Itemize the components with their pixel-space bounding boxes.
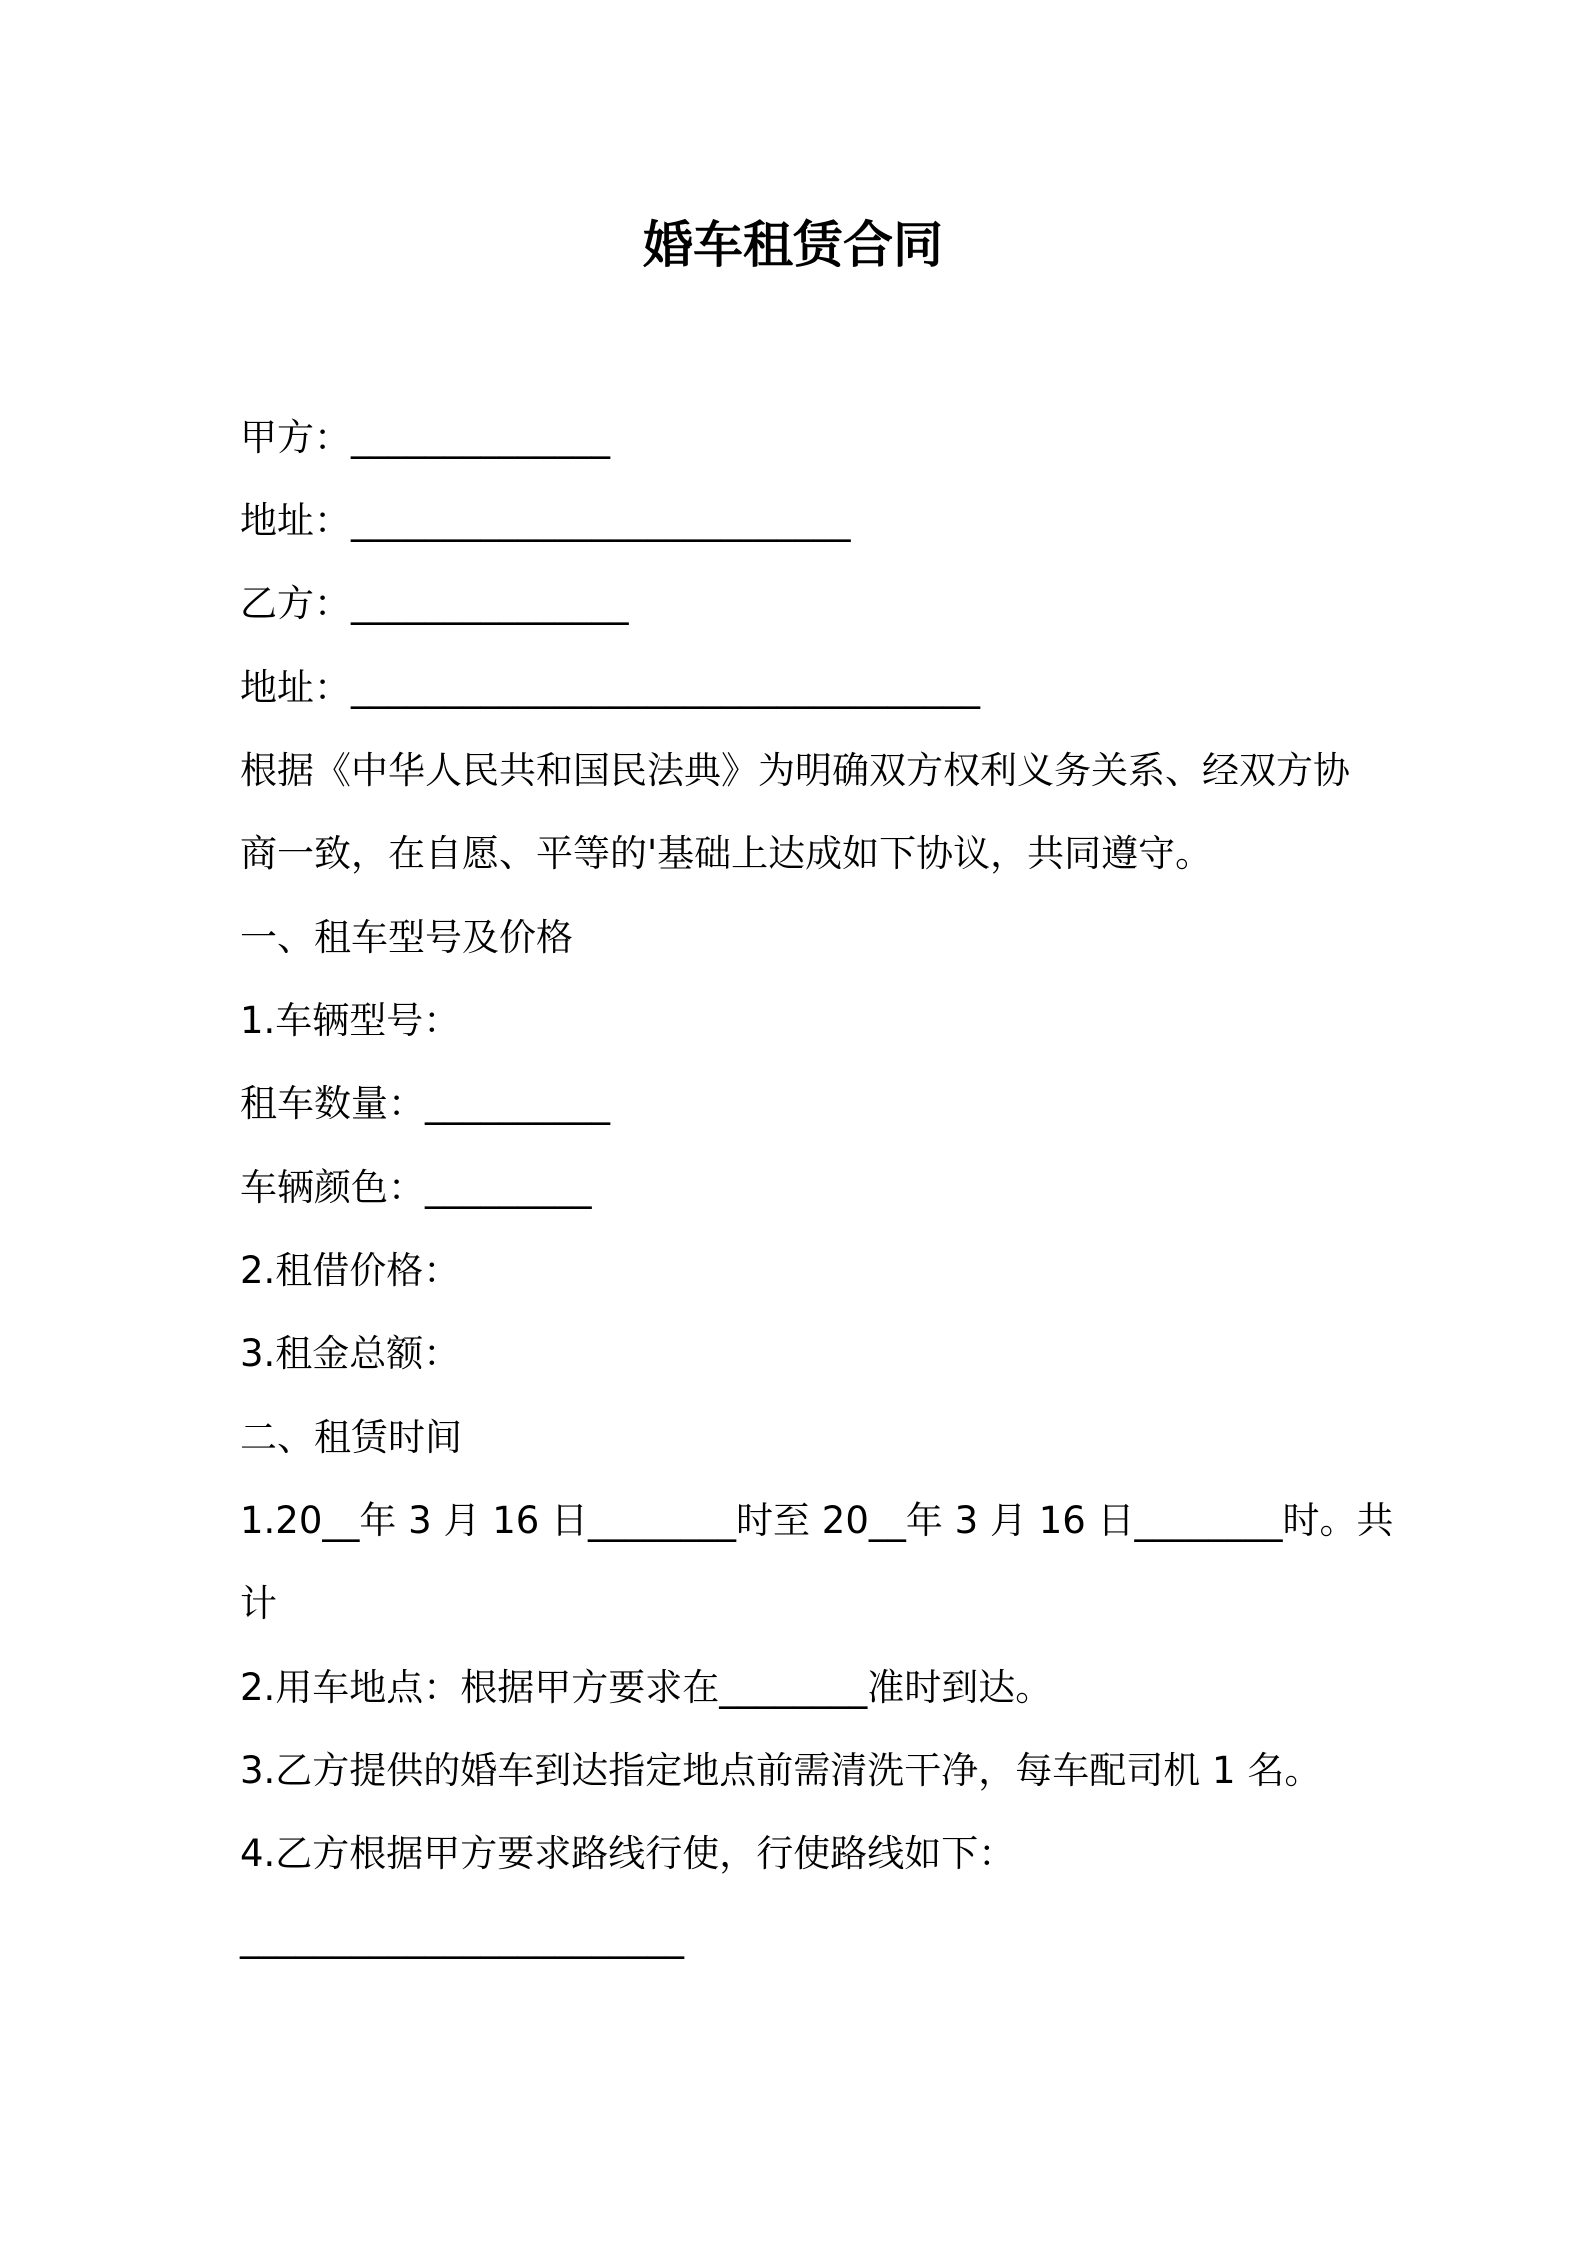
clause-car-cleaning: 3.乙方提供的婚车到达指定地点前需清洗干净，每车配司机 1 名。 <box>240 1749 1322 1792</box>
clause-route: 4.乙方根据甲方要求路线行使，行使路线如下： <box>240 1832 1016 1875</box>
clause-pickup-location: 2.用车地点：根据甲方要求在________准时到达。 <box>240 1666 1053 1709</box>
clause-rental-period-cont: 计 <box>240 1582 277 1625</box>
clause-rental-period: 1.20__年 3 月 16 日________时至 20__年 3 月 16 日________时。共 <box>240 1499 1394 1542</box>
party-a-address-field: 地址：___________________________ <box>240 499 851 542</box>
clause-rental-price: 2.租借价格： <box>240 1249 461 1292</box>
field-vehicle-color: 车辆颜色：_________ <box>240 1166 592 1209</box>
preamble-line-2: 商一致，在自愿、平等的'基础上达成如下协议，共同遵守。 <box>240 832 1213 875</box>
document-title: 婚车租赁合同 <box>643 216 943 274</box>
party-b-field: 乙方：_______________ <box>240 582 629 625</box>
clause-total-rent: 3.租金总额： <box>240 1332 461 1375</box>
section-heading-rental-time: 二、租赁时间 <box>240 1416 462 1459</box>
clause-vehicle-model: 1.车辆型号： <box>240 999 461 1042</box>
field-vehicle-quantity: 租车数量：__________ <box>240 1082 610 1125</box>
section-heading-vehicle: 一、租车型号及价格 <box>240 916 573 959</box>
preamble-line-1: 根据《中华人民共和国民法典》为明确双方权利义务关系、经双方协 <box>240 749 1350 792</box>
route-blank-field: ________________________ <box>240 1916 684 1959</box>
party-a-field: 甲方：______________ <box>240 416 610 459</box>
party-b-address-field: 地址：__________________________________ <box>240 666 980 709</box>
